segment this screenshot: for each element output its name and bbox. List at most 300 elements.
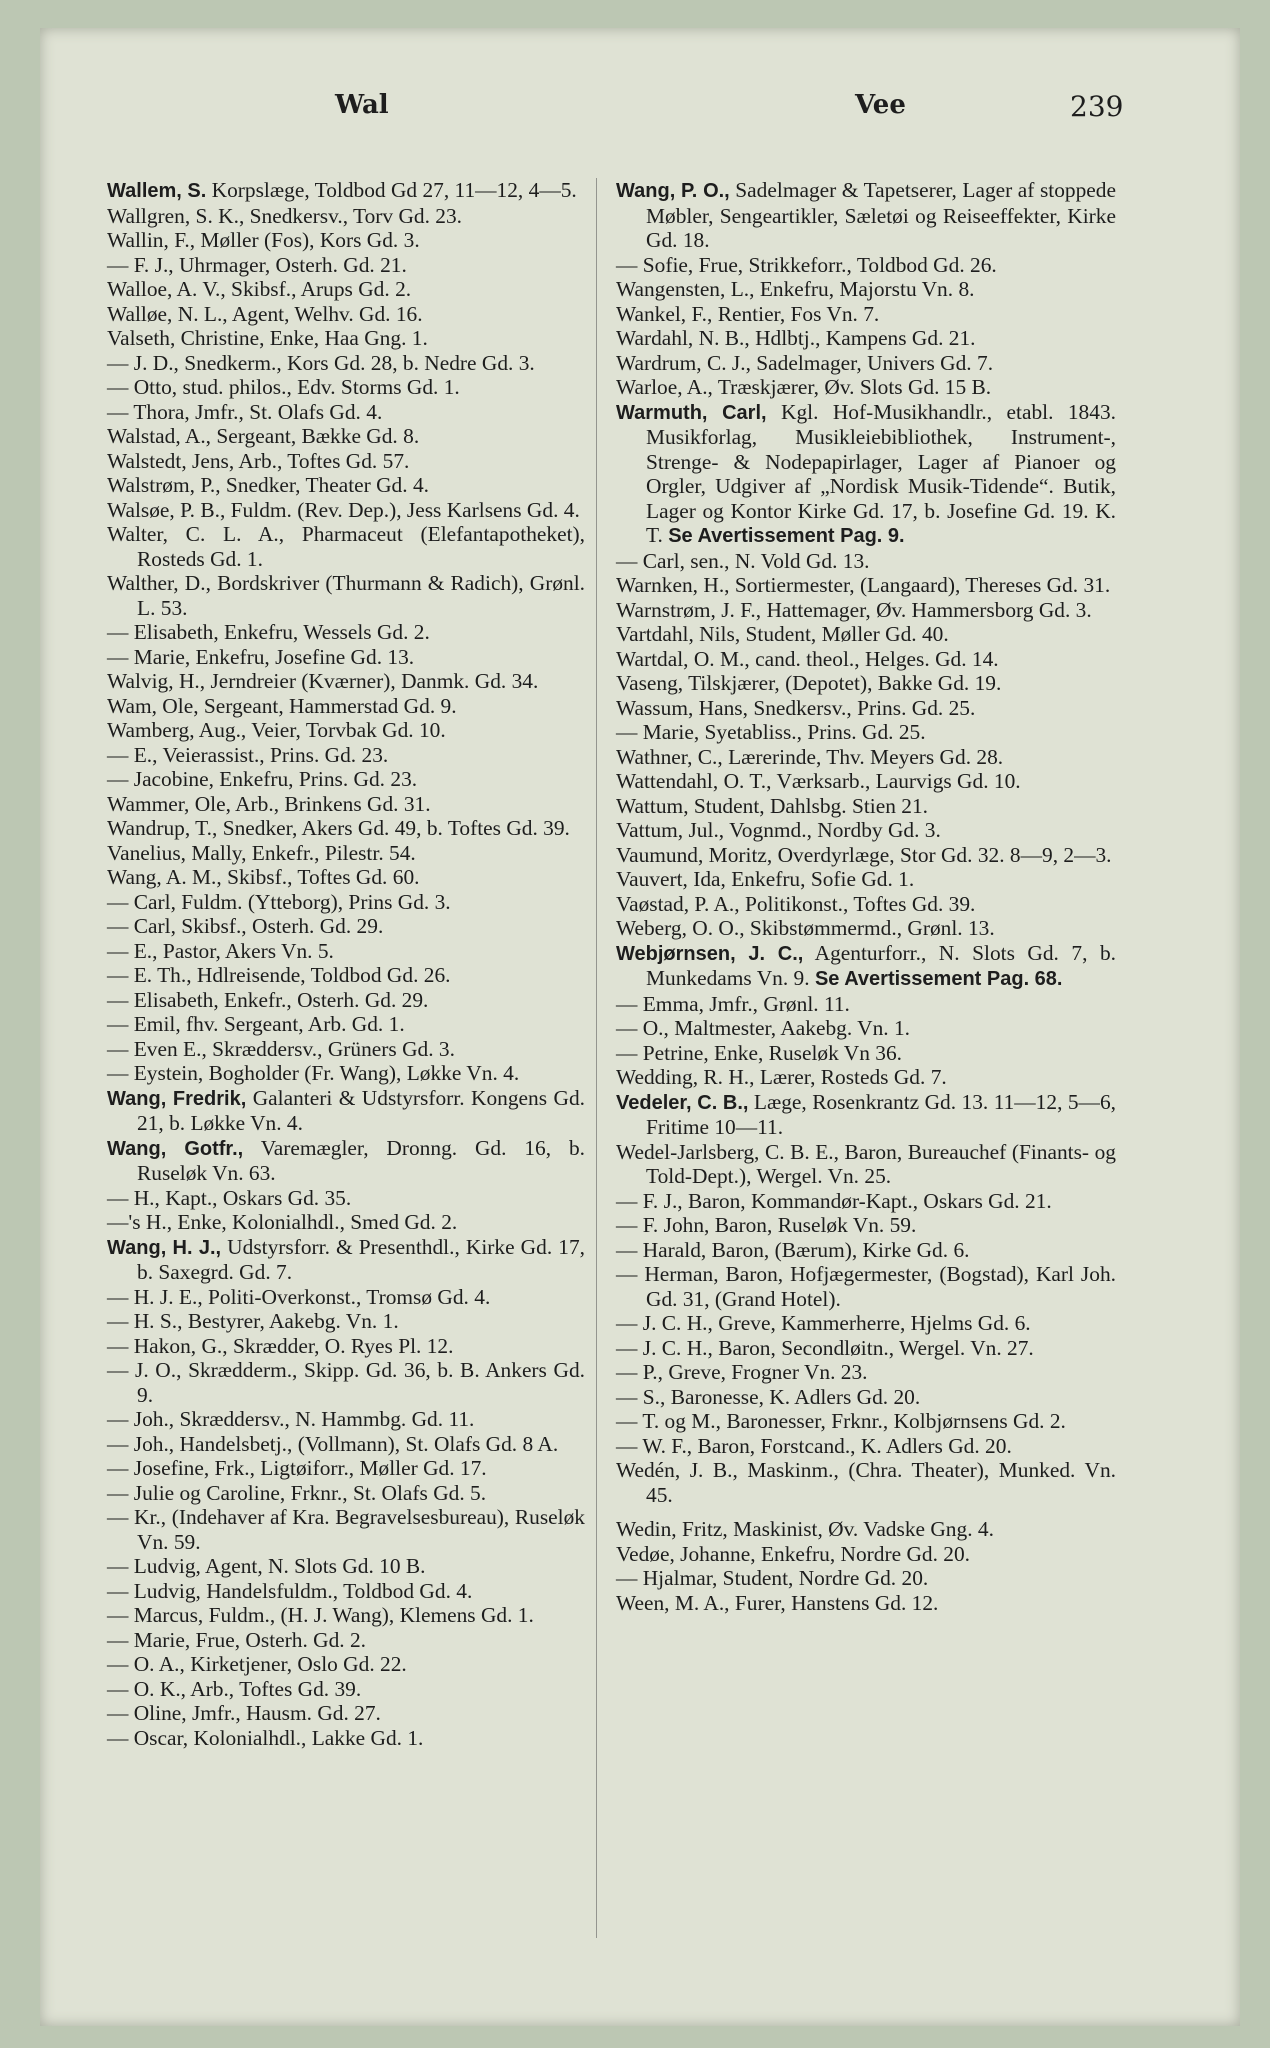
directory-entry: [107, 375, 585, 400]
entry-name: Wedén, J. B.,: [616, 1458, 738, 1482]
entry-details: Udstyrsforr. & Presenthdl., Kirke Gd. 17, b. Saxegrd. Gd. 7.: [137, 1234, 585, 1284]
directory-entry: [107, 449, 585, 474]
directory-entry: [107, 694, 585, 719]
entry-name: — J. O.,: [107, 1358, 182, 1382]
entry-name: Wammer, Ole,: [107, 791, 231, 816]
directory-entry: [616, 1566, 1116, 1591]
page-number: 239: [1070, 90, 1124, 123]
entry-name: Wang, A. M.,: [107, 865, 222, 889]
directory-entry: [616, 647, 1116, 672]
directory-entry: [616, 992, 1116, 1017]
entry-name: — Elisabeth,: [107, 620, 219, 644]
directory-entry: [107, 1726, 585, 1751]
directory-entry: [107, 522, 585, 571]
entry-details: Overdyrlæge, Stor Gd. 32. 8—9, 2—3.: [772, 842, 1112, 867]
entry-name: Wang, H. J.,: [107, 1236, 222, 1259]
directory-entry: [616, 277, 1116, 302]
entry-name: Wankel, F.,: [616, 301, 713, 326]
directory-entry: [616, 720, 1116, 745]
entry-details: Enkefru, Nordre Gd. 20.: [755, 1541, 971, 1566]
entry-name: — Otto,: [107, 375, 178, 399]
entry-details: Enkefru, Majorstu Vn. 8.: [754, 277, 975, 301]
entry-details: Lærerinde, Thv. Meyers Gd. 28.: [722, 744, 1004, 769]
entry-name: Wang, Fredrik,: [107, 1087, 247, 1110]
directory-entry: [616, 1016, 1116, 1041]
entry-name: — Even E.,: [107, 1036, 207, 1061]
entry-name: — F. J.,: [107, 252, 174, 277]
entry-name: — Marie,: [616, 720, 700, 744]
entry-details: Rentier, Fos Vn. 7.: [712, 301, 880, 326]
directory-entry: [107, 1037, 585, 1062]
entry-name: — Emma,: [616, 991, 704, 1016]
directory-entry: [616, 1434, 1116, 1459]
directory-entry: [616, 549, 1116, 574]
entry-details: Skrædderm., Skipp. Gd. 36, b. B. Ankers Gd. 9.: [137, 1358, 585, 1407]
entry-name: Webjørnsen, J. C.,: [616, 942, 804, 965]
entry-name: — H. S.,: [107, 1309, 183, 1333]
entry-name: Walstad, A.,: [107, 424, 212, 448]
entry-name: — O. A.,: [107, 1652, 185, 1676]
entry-details: Baron, Forstcand., K. Adlers Gd. 20.: [692, 1433, 1012, 1458]
directory-entry: [107, 890, 585, 915]
entry-name: Wang, Gotfr.,: [107, 1137, 244, 1160]
entry-details: Maskinist, Øv. Vadske Gng. 4.: [727, 1517, 994, 1541]
entry-name: — S.,: [616, 1384, 666, 1409]
entry-details: Enkefru, Sofie Gd. 1.: [725, 867, 915, 891]
entry-details: Student, Nordre Gd. 20.: [717, 1566, 929, 1590]
entry-details: Baron, Bureauchef (Finants- og Told-Dept.), Wergel. Vn. 25.: [646, 1139, 1116, 1188]
entry-details: Jmfr., Hausm. Gd. 27.: [186, 1701, 381, 1725]
entry-details: Handelsbetj., (Vollmann), St. Olafs Gd. 8 A.: [174, 1431, 559, 1456]
entry-name: — Marcus,: [107, 1603, 204, 1627]
entry-details: Sergeant, Hammerstad Gd. 9.: [198, 693, 457, 718]
entry-name: — Marie,: [107, 1627, 191, 1652]
column-divider: [596, 178, 597, 1938]
entry-details: Student, Møller Gd. 40.: [740, 622, 949, 646]
entry-details: cand. theol., Helges. Gd. 14.: [749, 646, 999, 671]
directory-entry: [107, 473, 585, 498]
entry-name: Wedel-Jarlsberg, C. B. E.,: [616, 1139, 840, 1164]
entry-details: Syetabliss., Prins. Gd. 25.: [699, 720, 926, 744]
running-head-center: Vee: [855, 90, 906, 120]
entry-name: Wallin, F.,: [107, 228, 196, 252]
directory-entry: [616, 843, 1116, 868]
entry-details: Enke, Ruseløk Vn 36.: [708, 1040, 902, 1065]
entry-name: Weberg, O. O.,: [616, 916, 745, 940]
entry-name: Walvig, H.,: [107, 669, 206, 693]
entry-name: Wartdal, O. M.,: [616, 646, 750, 671]
entry-name: — Ludvig,: [107, 1554, 201, 1578]
entry-details: fhv. Sergeant, Arb. Gd. 1.: [180, 1012, 405, 1036]
directory-entry: [107, 1136, 585, 1186]
entry-name: — Oscar,: [107, 1725, 189, 1750]
entry-name: Wardahl, N. B.,: [616, 326, 750, 350]
entry-name: — Elisabeth,: [107, 987, 219, 1012]
directory-entry: [107, 669, 585, 694]
directory-entry: [107, 939, 585, 964]
entry-name: Wardrum, C. J.,: [616, 350, 751, 375]
directory-entry: [616, 671, 1116, 696]
directory-entry: [616, 326, 1116, 351]
directory-entry: [616, 769, 1116, 794]
entry-name: — Ludvig,: [107, 1578, 201, 1603]
entry-details: Bordskriver (Thurmann & Radich), Grønl. L. 53.: [137, 571, 585, 620]
entry-details: Galanteri & Udstyrsforr. Kongens Gd. 21, b. Løkke Vn. 4.: [137, 1085, 585, 1135]
advertisement-reference: Se Avertissement Pag. 68.: [814, 968, 1063, 990]
entry-details: Greve, Kammerherre, Hjelms Gd. 6.: [712, 1311, 1031, 1335]
entry-details: Uhrmager, Osterh. Gd. 21.: [173, 252, 407, 277]
entry-name: Vanelius, Mally,: [107, 840, 247, 865]
directory-entry: [107, 792, 585, 817]
directory-entry: [107, 1628, 585, 1653]
entry-name: — T. og M.,: [616, 1409, 721, 1433]
entry-name: Wathner, C.,: [616, 744, 723, 769]
directory-entry: [107, 326, 585, 351]
entry-name: Vaøstad, P. A.,: [616, 891, 740, 916]
entry-details: Veier, Torvbak Gd. 10.: [246, 718, 446, 742]
entry-name: — Hjalmar,: [616, 1566, 718, 1590]
directory-entry: [616, 1213, 1116, 1238]
entry-details: Fuldm. (Rev. Dep.), Jess Karlsens Gd. 4.: [225, 497, 580, 522]
advertisement-reference: Se Avertissement Pag. 9.: [668, 525, 905, 547]
entry-name: — O.,: [616, 1016, 669, 1040]
directory-entry: [616, 867, 1116, 892]
entry-details: Agent, Welhv. Gd. 16.: [227, 301, 423, 326]
entry-name: — P.,: [616, 1360, 663, 1384]
entry-details: Værksarb., Laurvigs Gd. 10.: [771, 769, 1021, 793]
entry-name: Walløe, N. L.,: [107, 301, 228, 326]
entry-name: Warnken, H.,: [616, 573, 730, 597]
directory-entry: [616, 1311, 1116, 1336]
entry-name: —'s H.,: [107, 1210, 173, 1234]
entry-details: Baron, Hofjægermester, (Bogstad), Karl Joh. Gd. 31, (Grand Hotel).: [646, 1262, 1116, 1311]
directory-entry: [107, 816, 585, 841]
entry-details: Baronesse, K. Adlers Gd. 20.: [665, 1384, 921, 1409]
entry-name: — J. C. H.,: [616, 1335, 713, 1360]
entry-details: Skibsf., Arups Gd. 2.: [225, 277, 412, 301]
entry-details: Kgl. Hof-Musikhandlr., etabl. 1843. Musikforlag, Musikleiebibliothek, Instrument-, Strenge- & Nodepapirlager, Lager af Pianoer og Orgler, Udgiver af „Nordisk Musik-Tidende“. Butik, Lager og Kontor Kirke Gd. 17, b. Josefine Gd. 19. K. T.: [646, 399, 1116, 547]
entry-details: Varemægler, Dronng. Gd. 16, b. Ruseløk Vn. 63.: [137, 1135, 585, 1185]
entry-name: — Julie og Caroline,: [107, 1480, 286, 1505]
entry-name: — E. Th.,: [107, 963, 192, 987]
directory-entry: [616, 400, 1116, 549]
directory-entry: [107, 743, 585, 768]
entry-details: Greve, Frogner Vn. 23.: [662, 1360, 868, 1384]
entry-name: — Emil,: [107, 1012, 181, 1036]
entry-name: Walter, C. L. A.,: [107, 522, 285, 546]
entry-details: Lærer, Rosteds Gd. 7.: [754, 1065, 947, 1089]
entry-name: — Jacobine,: [107, 767, 214, 791]
entry-name: Valseth, Christine,: [107, 326, 265, 350]
right-column: [616, 178, 1116, 1615]
entry-details: Sadelmager & Tapetserer, Lager af stoppede Møbler, Sengeartikler, Sæletøi og Reiseeffekter, Kirke Gd. 18.: [646, 178, 1116, 252]
entry-name: — H.,: [107, 1185, 160, 1210]
directory-entry: [107, 400, 585, 425]
entry-name: Wattum,: [616, 793, 689, 818]
entry-details: Skræddersv., N. Hammbg. Gd. 11.: [174, 1407, 475, 1431]
directory-entry: [107, 1701, 585, 1726]
directory-entry: [107, 351, 585, 376]
entry-details: Skibsf., Toftes Gd. 60.: [221, 865, 420, 889]
entry-details: Snedkersv., Prins. Gd. 25.: [747, 695, 976, 720]
directory-entry: [107, 228, 585, 253]
entry-name: Vedeler, C. B.,: [616, 1091, 749, 1114]
entry-name: — Petrine,: [616, 1040, 709, 1065]
entry-details: Politikonst., Toftes Gd. 39.: [739, 891, 976, 916]
entry-details: Fuldm., (H. J. Wang), Klemens Gd. 1.: [203, 1603, 534, 1627]
entry-gap: [616, 1507, 1116, 1517]
directory-entry: [107, 1285, 585, 1310]
directory-entry: [107, 253, 585, 278]
entry-details: Frknr., St. Olafs Gd. 5.: [285, 1480, 487, 1505]
entry-details: Sortiermester, (Langaard), Thereses Gd. 31.: [729, 573, 1111, 597]
entry-name: Vedøe, Johanne,: [616, 1541, 756, 1566]
entry-name: Wedding, R. H.,: [616, 1065, 755, 1089]
entry-details: Møller (Fos), Kors Gd. 3.: [195, 228, 420, 252]
entry-details: Frue, Strikkeforr., Toldbod Gd. 26.: [693, 252, 997, 277]
entry-details: Fuldm. (Ytteborg), Prins Gd. 3.: [175, 889, 451, 914]
directory-entry: [616, 892, 1116, 917]
entry-name: — E.,: [107, 742, 158, 767]
entry-name: — Carl,: [107, 914, 176, 938]
directory-entry: [616, 1458, 1116, 1507]
entry-details: Arb., Brinkens Gd. 31.: [230, 791, 431, 816]
entry-details: Tilskjærer, (Depotet), Bakke Gd. 19.: [683, 671, 1002, 695]
entry-name: Warmuth, Carl,: [616, 401, 767, 424]
directory-entry: [107, 1186, 585, 1211]
directory-entry: [616, 1385, 1116, 1410]
directory-entry: [107, 1061, 585, 1086]
entry-name: — Herman,: [616, 1262, 719, 1286]
entry-name: — Oline,: [107, 1701, 187, 1725]
entry-name: — Carl,: [616, 548, 685, 573]
directory-entry: [107, 841, 585, 866]
directory-entry: [616, 745, 1116, 770]
directory-entry: [107, 767, 585, 792]
entry-name: — Thora,: [107, 399, 190, 424]
directory-entry: [616, 916, 1116, 941]
entry-details: Agent, N. Slots Gd. 10 B.: [200, 1554, 426, 1578]
entry-name: Vaseng,: [616, 671, 684, 695]
entry-details: Læge, Rosenkrantz Gd. 13. 11—12, 5—6, Fritime 10—11.: [646, 1089, 1116, 1139]
directory-entry: [616, 1041, 1116, 1066]
entry-details: Vognmd., Nordby Gd. 3.: [724, 818, 941, 842]
entry-details: Bogholder (Fr. Wang), Løkke Vn. 4.: [203, 1061, 520, 1085]
entry-details: Bestyrer, Aakebg. Vn. 1.: [182, 1309, 399, 1333]
directory-entry: [107, 204, 585, 229]
entry-name: Wassum, Hans,: [616, 695, 748, 720]
page-header: [40, 90, 1240, 130]
entry-details: Student, Dahlsbg. Stien 21.: [688, 793, 929, 818]
directory-entry: [616, 1090, 1116, 1140]
directory-entry: [616, 1336, 1116, 1361]
entry-name: — J. C. H.,: [616, 1311, 713, 1335]
directory-entry: [107, 1652, 585, 1677]
entry-details: Enke, Haa Gng. 1.: [264, 326, 428, 350]
entry-details: Hattemager, Øv. Hammersborg Gd. 3.: [761, 597, 1092, 622]
entry-details: Kolonialhdl., Lakke Gd. 1.: [188, 1725, 424, 1750]
directory-entry: [616, 598, 1116, 623]
entry-name: Vauvert, Ida,: [616, 867, 726, 891]
directory-entry: [616, 696, 1116, 721]
entry-name: — F. J.,: [616, 1188, 683, 1213]
directory-entry: [616, 1140, 1116, 1189]
entry-name: — J. D.,: [107, 350, 179, 375]
entry-details: Snedker, Akers Gd. 49, b. Toftes Gd. 39.: [217, 816, 570, 840]
directory-entry: [107, 963, 585, 988]
directory-entry: [616, 1409, 1116, 1434]
entry-name: — Carl,: [107, 889, 176, 914]
directory-entry: [107, 1358, 585, 1407]
directory-entry: [107, 1235, 585, 1285]
directory-entry: [616, 1591, 1116, 1616]
entry-name: — F. John,: [616, 1213, 710, 1237]
directory-entry: [107, 1505, 585, 1554]
entry-details: Arb., Toftes Gd. 39.: [186, 1676, 362, 1701]
entry-name: — Sofie,: [616, 252, 694, 277]
directory-entry: [107, 1481, 585, 1506]
directory-entry: [107, 1407, 585, 1432]
entry-name: Walstrøm, P.,: [107, 473, 221, 497]
entry-name: — Harald,: [616, 1237, 707, 1262]
directory-entry: [616, 1065, 1116, 1090]
directory-entry: [107, 620, 585, 645]
directory-entry: [616, 178, 1116, 253]
entry-details: Pastor, Akers Vn. 5.: [157, 938, 334, 963]
entry-name: — H. J. E.,: [107, 1284, 203, 1309]
entry-details: Politi-Overkonst., Tromsø Gd. 4.: [202, 1284, 491, 1309]
entry-name: Wamberg, Aug.,: [107, 718, 247, 742]
entry-details: Hdlreisende, Toldbod Gd. 26.: [191, 963, 451, 987]
entry-details: Arb., Toftes Gd. 57.: [234, 448, 410, 473]
entry-name: Wallgren, S. K.,: [107, 203, 245, 228]
entry-details: Skibstømmermd., Grønl. 13.: [744, 916, 995, 940]
entry-name: Wandrup, T.,: [107, 816, 218, 840]
directory-entry: [107, 1334, 585, 1359]
entry-name: — Marie,: [107, 644, 191, 669]
entry-details: Skrædder, O. Ryes Pl. 12.: [227, 1333, 454, 1358]
entry-name: — Joh.,: [107, 1407, 175, 1431]
directory-entry: [616, 818, 1116, 843]
directory-entry: [616, 1262, 1116, 1311]
entry-details: Snedkerm., Kors Gd. 28, b. Nedre Gd. 3.: [178, 350, 535, 375]
directory-entry: [616, 1360, 1116, 1385]
entry-name: Warloe, A.,: [616, 375, 713, 399]
entry-details: Skræddersv., Grüners Gd. 3.: [206, 1036, 455, 1061]
entry-name: Wang, P. O.,: [616, 180, 730, 202]
directory-entry: [616, 941, 1116, 992]
directory-entry: [107, 645, 585, 670]
entry-details: Enkefr., Pilestr. 54.: [246, 840, 416, 865]
entry-details: Snedkersv., Torv Gd. 23.: [244, 203, 463, 228]
entry-details: Enkefru, Prins. Gd. 23.: [213, 767, 418, 791]
entry-name: Wangensten, L.,: [616, 277, 755, 301]
entry-details: Enkefru, Josefine Gd. 13.: [190, 644, 415, 669]
entry-name: Walther, D.,: [107, 571, 211, 595]
entry-details: Sadelmager, Univers Gd. 7.: [750, 350, 994, 375]
entry-details: Baronesser, Frknr., Kolbjørnsens Gd. 2.: [720, 1409, 1066, 1433]
directory-entry: [107, 1456, 585, 1481]
entry-details: Træskjærer, Øv. Slots Gd. 15 B.: [712, 375, 992, 399]
entry-details: Handelsfuldm., Toldbod Gd. 4.: [200, 1578, 473, 1603]
entry-name: — Joh.,: [107, 1431, 175, 1456]
entry-details: Korpslæge, Toldbod Gd 27, 11—12, 4—5.: [206, 178, 577, 202]
entry-name: — E.,: [107, 938, 158, 963]
entry-details: Jmfr., Grønl. 11.: [703, 991, 850, 1016]
entry-details: sen., N. Vold Gd. 13.: [684, 548, 870, 573]
entry-name: Vattum, Jul.,: [616, 818, 725, 842]
directory-entry: [616, 1517, 1116, 1542]
entry-name: Warnstrøm, J. F.,: [616, 597, 762, 622]
entry-details: Kapt., Oskars Gd. 35.: [159, 1185, 352, 1210]
directory-entry: [107, 571, 585, 620]
directory-entry: [107, 498, 585, 523]
entry-details: Baron, Ruseløk Vn. 59.: [709, 1213, 917, 1237]
entry-name: Wallem, S.: [107, 180, 207, 202]
entry-details: Jerndreier (Kværner), Danmk. Gd. 34.: [205, 669, 539, 693]
left-column: [107, 178, 585, 1750]
directory-entry: [107, 914, 585, 939]
directory-entry: [616, 573, 1116, 598]
directory-entry: [107, 1012, 585, 1037]
entry-name: Walstedt, Jens,: [107, 448, 235, 473]
directory-entry: [107, 277, 585, 302]
entry-details: Frue, Osterh. Gd. 2.: [190, 1627, 367, 1652]
directory-entry: [107, 1554, 585, 1579]
running-head-left: Wal: [335, 90, 389, 120]
directory-entry: [107, 178, 585, 204]
entry-name: Walsøe, P. B.,: [107, 497, 226, 522]
entry-details: Enkefr., Osterh. Gd. 29.: [218, 987, 429, 1012]
entry-details: (Indehaver af Kra. Begravelsesbureau), Ruseløk Vn. 59.: [137, 1505, 585, 1554]
directory-entry: [616, 253, 1116, 278]
directory-entry: [616, 1542, 1116, 1567]
entry-name: Vaumund, Moritz,: [616, 842, 773, 867]
entry-details: Hdlbtj., Kampens Gd. 21.: [749, 326, 976, 350]
directory-entry: [107, 1210, 585, 1235]
directory-entry: [616, 375, 1116, 400]
directory-entry: [616, 1189, 1116, 1214]
directory-page: [40, 28, 1240, 2026]
entry-details: Pharmaceut (Elefantapotheket), Rosteds Gd. 1.: [137, 522, 586, 571]
entry-name: — Josefine,: [107, 1456, 210, 1480]
directory-entry: [616, 622, 1116, 647]
directory-entry: [107, 1432, 585, 1457]
entry-details: Kirketjener, Oslo Gd. 22.: [184, 1652, 407, 1676]
entry-name: Wattendahl, O. T.,: [616, 769, 772, 793]
entry-name: Vartdahl, Nils,: [616, 622, 741, 646]
entry-details: Baron, Kommandør-Kapt., Oskars Gd. 21.: [682, 1188, 1052, 1213]
entry-name: Ween, M. A.,: [616, 1590, 730, 1615]
entry-details: Enkefru, Wessels Gd. 2.: [218, 620, 430, 644]
entry-details: Snedker, Theater Gd. 4.: [220, 473, 429, 497]
entry-name: — O. K.,: [107, 1676, 187, 1701]
directory-entry: [616, 302, 1116, 327]
entry-details: Veierassist., Prins. Gd. 23.: [157, 742, 389, 767]
entry-name: — W. F.,: [616, 1433, 693, 1458]
entry-details: Frk., Ligtøiforr., Møller Gd. 17.: [209, 1456, 487, 1480]
entry-name: — Eystein,: [107, 1061, 204, 1085]
entry-details: Baron, Secondløitn., Wergel. Vn. 27.: [712, 1335, 1034, 1360]
entry-details: stud. philos., Edv. Storms Gd. 1.: [177, 375, 460, 399]
directory-entry: [107, 1309, 585, 1334]
entry-details: Maltmester, Aakebg. Vn. 1.: [668, 1016, 911, 1040]
entry-details: Maskinm., (Chra. Theater), Munked. Vn. 45.: [646, 1458, 1116, 1507]
entry-name: Walloe, A. V.,: [107, 277, 226, 301]
directory-entry: [107, 1086, 585, 1136]
entry-name: — Hakon, G.,: [107, 1333, 228, 1358]
directory-entry: [107, 865, 585, 890]
